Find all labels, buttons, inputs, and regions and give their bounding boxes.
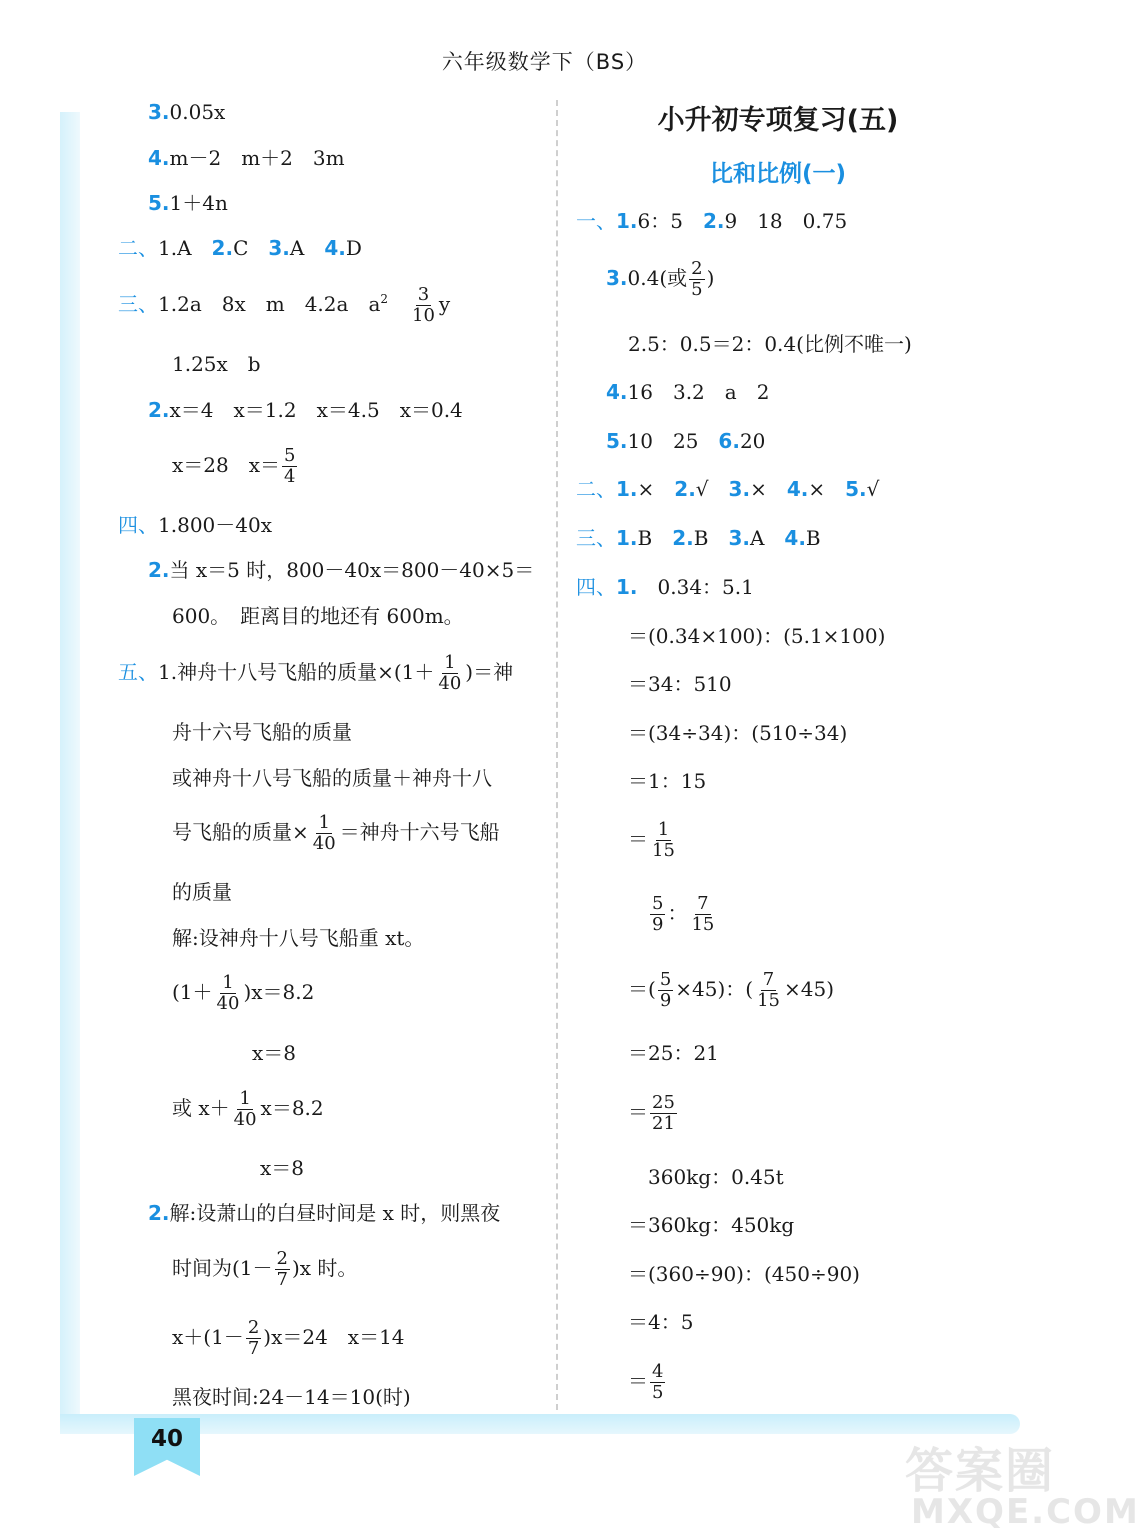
answer-line: x＝8 [252, 1041, 297, 1065]
watermark [905, 1432, 1140, 1532]
answer-line: 4.16 3.2 a 2 [606, 380, 770, 404]
answer-line: x＝28 x＝ $\frac{5}{4}$ [172, 445, 296, 487]
answer-line: ＝ $\frac{1}{15}$ [628, 819, 675, 861]
answer-line: ＝( $\frac{5}{9}$ ×45)：( $\frac{7}{15}$ ×45) [628, 969, 834, 1011]
answer-line: 或 x＋ $\frac{1}{40}$ x＝8.2 [172, 1088, 324, 1130]
answer-line: 四、1.800－40x [118, 513, 272, 537]
answer-line: 的质量 [172, 880, 232, 904]
page-header: 六年级数学下（BS） [441, 50, 648, 74]
bottom-decorative-bar [60, 1414, 1020, 1434]
answer-line: 3.0.4(或 $\frac{2}{5}$ ) [606, 258, 715, 300]
answer-line: 三、1.2a 8x m 4.2a $a^2$ $\frac{3}{10}$ y [118, 284, 451, 326]
answer-line: $\frac{5}{9}$ ： $\frac{7}{15}$ [652, 893, 715, 935]
answer-line: 解:设神舟十八号飞船重 xt。 [172, 926, 425, 950]
answer-line: 二、1.A 2.C 3.A 4.D [118, 236, 362, 260]
answer-line: 五、1.神舟十八号飞船的质量×(1＋ $\frac{1}{40}$ )＝神 [118, 652, 514, 694]
answer-line: 600。 距离目的地还有 600m。 [172, 604, 464, 628]
answer-line: 或神舟十八号飞船的质量＋神舟十八 [172, 766, 492, 790]
answer-line: ＝34：510 [628, 672, 732, 696]
answer-line: 舟十六号飞船的质量 [172, 720, 352, 744]
answer-line: ＝(0.34×100)：(5.1×100) [628, 624, 886, 648]
answer-line: ＝(360÷90)：(450÷90) [628, 1262, 860, 1286]
answer-line: 3.0.05x [148, 100, 226, 124]
answer-line: ＝(34÷34)：(510÷34) [628, 721, 848, 745]
answer-line: ＝1：15 [628, 769, 707, 793]
answer-line: 时间为(1－ $\frac{2}{7}$ )x 时。 [172, 1248, 358, 1290]
answer-line: ＝ $\frac{4}{5}$ [628, 1361, 664, 1403]
answer-line: ＝360kg：450kg [628, 1213, 795, 1237]
answer-line: (1＋ $\frac{1}{40}$ )x＝8.2 [172, 972, 315, 1014]
answer-line: 360kg：0.45t [648, 1165, 784, 1189]
answer-line: 1.25x b [172, 352, 261, 376]
answer-line: 5.10 25 6.20 [606, 429, 766, 453]
answer-line: 2.当 x＝5 时，800－40x＝800－40×5＝ [148, 558, 535, 582]
section-title: 小升初专项复习(五) [657, 105, 899, 136]
answer-line: x＝8 [260, 1156, 305, 1180]
answer-line: ＝4：5 [628, 1310, 694, 1334]
answer-line: 四、1. 0.34：5.1 [576, 575, 754, 599]
answer-line: ＝25：21 [628, 1041, 719, 1065]
column-divider [556, 100, 558, 1410]
left-decorative-bar [60, 112, 80, 1422]
answer-line: ＝ $\frac{25}{21}$ [628, 1092, 675, 1134]
page-number: 40 [150, 1426, 183, 1452]
answer-line: 号飞船的质量× $\frac{1}{40}$ ＝神舟十六号飞船 [172, 812, 500, 854]
answer-line: 一、1.6：5 2.9 18 0.75 [576, 209, 848, 233]
answer-line: x＋(1－ $\frac{2}{7}$ )x＝24 x＝14 [172, 1317, 405, 1359]
answer-line: 2.解:设萧山的白昼时间是 x 时，则黑夜 [148, 1201, 501, 1225]
answer-line: 黑夜时间:24－14＝10(时) [172, 1385, 411, 1409]
answer-line: 4.m－2 m＋2 3m [148, 146, 345, 170]
answer-line: 二、1.× 2.√ 3.× 4.× 5.√ [576, 477, 880, 501]
answer-line: 三、1.B 2.B 3.A 4.B [576, 526, 821, 550]
answer-line: 2.5：0.5＝2：0.4(比例不唯一) [628, 332, 912, 356]
section-subtitle: 比和比例(一) [709, 161, 847, 187]
answer-line: 5.1＋4n [148, 191, 228, 215]
watermark-text: 答案圈 [905, 1443, 1056, 1499]
watermark-url: MXQE.COM [911, 1492, 1140, 1532]
answer-line: 2.x＝4 x＝1.2 x＝4.5 x＝0.4 [148, 398, 463, 422]
